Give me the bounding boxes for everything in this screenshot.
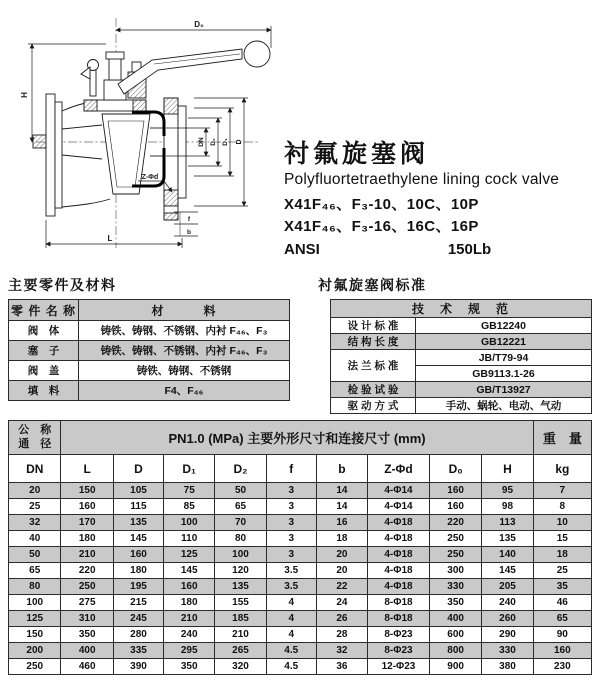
table-row [9,515,592,531]
table-row [9,547,592,563]
d1-dim-label: D₁ [222,138,229,146]
dimension-cell: 195 [113,579,163,595]
dimension-cell: 210 [61,547,113,563]
table-row [331,350,592,366]
right-flange [150,98,186,220]
materials-header-row [9,300,290,321]
dimension-cell: 135 [215,579,266,595]
dimension-cell: 135 [482,531,533,547]
table-row [331,318,592,334]
dimension-cell: 4 [266,611,316,627]
dimension-cell: 160 [164,579,215,595]
d-dim-label: D [236,139,243,145]
dimension-cell: 80 [215,531,266,547]
dimension-cell: 28 [316,627,367,643]
dimension-cell: 215 [113,595,163,611]
standards-table [330,299,592,414]
standards-section [318,275,596,414]
d2-dim-label: D₂ [210,138,217,146]
table-row [9,611,592,627]
part-name-cell: 填 料 [9,381,79,401]
dimension-section [8,420,592,675]
weight-header: 重 量 [533,421,591,455]
column-header-cell: D [113,455,163,483]
standard-label-cell: 法 兰 标 准 [331,350,416,382]
dimension-cell: 250 [9,659,61,675]
plug [102,114,150,194]
dimension-cell: 230 [533,659,591,675]
standard-value-cell: GB12240 [416,318,592,334]
dimension-cell: 160 [533,643,591,659]
column-header-cell: f [266,455,316,483]
dimension-cell: 145 [482,563,533,579]
dimension-cell: 250 [429,531,481,547]
dimension-cell: 4-Φ18 [368,547,430,563]
column-header-cell: DN [9,455,61,483]
ansi-line [284,239,596,262]
dimension-cell: 150 [61,483,113,499]
standards-section-title: 衬氟旋塞阀标准 [318,277,427,293]
dimension-cell: 160 [429,499,481,515]
dimension-cell: 105 [113,483,163,499]
table-row [9,643,592,659]
dimension-cell: 4.5 [266,659,316,675]
dimension-cell: 25 [9,499,61,515]
dimension-cell: 3.5 [266,563,316,579]
dimension-cell: 350 [164,659,215,675]
dimension-cell: 90 [533,627,591,643]
dimension-cell: 180 [164,595,215,611]
dimension-cell: 8 [533,499,591,515]
dimension-cell: 4-Φ18 [368,579,430,595]
table-row [9,531,592,547]
dimension-cell: 310 [61,611,113,627]
dimension-cell: 18 [533,547,591,563]
dimension-cell: 600 [429,627,481,643]
dimension-cell: 160 [429,483,481,499]
dimension-cell: 200 [9,643,61,659]
bonnet-bolt [81,60,99,97]
dimension-cell: 335 [113,643,163,659]
material-cell: 铸铁、铸钢、不锈钢、内衬 F₄₆、F₃ [79,341,290,361]
dimension-cell: 35 [533,579,591,595]
dimension-cell: 320 [215,659,266,675]
dimension-cell: 12-Φ23 [368,659,430,675]
dimension-table [8,420,592,675]
ansi-class: 150Lb [447,240,492,258]
dimension-cell: 220 [429,515,481,531]
column-header-cell: H [482,455,533,483]
dimension-cell: 8-Φ23 [368,643,430,659]
technical-spec-header: 技 术 规 范 [331,300,592,318]
dimension-cell: 26 [316,611,367,627]
dimension-cell: 290 [482,627,533,643]
dimension-cell: 80 [9,579,61,595]
left-flange [33,94,62,216]
dimension-cell: 160 [113,547,163,563]
dimension-cell: 3 [266,515,316,531]
dimension-cell: 4 [266,627,316,643]
dimension-cell: 260 [482,611,533,627]
dimension-cell: 180 [61,531,113,547]
dimension-cell: 4-Φ18 [368,563,430,579]
dimension-cell: 40 [9,531,61,547]
ansi-label: ANSI [284,240,320,258]
dimension-cell: 245 [113,611,163,627]
part-name-cell: 塞 子 [9,341,79,361]
table-row [9,483,592,499]
z-phi-d-label: Z-Φd [141,174,159,181]
dimension-cell: 150 [9,627,61,643]
dimension-cell: 100 [164,515,215,531]
table-row [9,381,290,401]
column-header-cell: D₁ [164,455,215,483]
dimension-cell: 4-Φ18 [368,515,430,531]
dimension-cell: 50 [215,483,266,499]
dimension-cell: 350 [61,627,113,643]
valve-cross-section-svg [6,8,288,258]
dimension-cell: 250 [61,579,113,595]
dimension-cell: 3.5 [266,579,316,595]
product-title-cn: 衬氟旋塞阀 [284,140,430,168]
dimension-cell: 400 [61,643,113,659]
dimension-cell: 460 [61,659,113,675]
nominal-diameter-line2: 通 径 [18,437,52,450]
dimension-cell: 24 [316,595,367,611]
dimension-cell: 125 [9,611,61,627]
dimension-cell: 14 [316,499,367,515]
dimension-cell: 4-Φ14 [368,499,430,515]
dimension-cell: 10 [533,515,591,531]
dimension-cell: 210 [164,611,215,627]
standard-value-cell: 手动、蜗轮、电动、气动 [416,398,592,414]
dimension-cell: 3 [266,531,316,547]
table-row [9,361,290,381]
dimension-cell: 65 [533,611,591,627]
standard-value-cell: GB12221 [416,334,592,350]
dimension-cell: 400 [429,611,481,627]
table-row [9,563,592,579]
l-dim-label: L [107,234,113,243]
table-row [9,321,290,341]
dimension-cell: 46 [533,595,591,611]
standard-label-cell: 设 计 标 准 [331,318,416,334]
standard-label-cell: 结 构 长 度 [331,334,416,350]
column-header-cell: Z-Φd [368,455,430,483]
table-row [9,659,592,675]
column-header-cell: D₀ [429,455,481,483]
f-dim-label: f [187,216,191,223]
dimension-cell: 110 [164,531,215,547]
dimension-cell: 36 [316,659,367,675]
column-header-cell: D₂ [215,455,266,483]
product-title-en: Polyfluortetraethylene lining cock valve [284,170,560,188]
dimension-span-header-row [9,421,592,455]
dimension-cell: 330 [482,643,533,659]
title-block [284,141,596,261]
dimension-cell: 70 [215,515,266,531]
dimension-cell: 95 [482,483,533,499]
dimension-cell: 16 [316,515,367,531]
dimension-cell: 800 [429,643,481,659]
dimension-cell: 4-Φ18 [368,531,430,547]
dimension-cell: 20 [316,547,367,563]
table-row [9,579,592,595]
model-line-1: X41F₄₆、F₃-10、10C、10P [284,195,479,213]
dimension-cell: 900 [429,659,481,675]
dimension-cell: 135 [113,515,163,531]
dimension-cell: 22 [316,579,367,595]
dimension-cell: 65 [215,499,266,515]
dimension-cell: 32 [9,515,61,531]
dimension-cell: 120 [215,563,266,579]
dimension-cell: 85 [164,499,215,515]
dimension-cell: 8-Φ18 [368,611,430,627]
dimension-cell: 15 [533,531,591,547]
dimension-cell: 350 [429,595,481,611]
dimension-cell: 100 [9,595,61,611]
dimension-cell: 140 [482,547,533,563]
standard-value-cell: JB/T79-94 [416,350,592,366]
standard-label-cell: 驱 动 方 式 [331,398,416,414]
nominal-diameter-header [9,421,61,455]
dimension-cell: 240 [164,627,215,643]
dimension-cell: 20 [9,483,61,499]
dimension-cell: 20 [316,563,367,579]
table-row [331,334,592,350]
dimension-cell: 250 [429,547,481,563]
dimension-cell: 280 [113,627,163,643]
table-row [331,382,592,398]
dimension-cell: 145 [164,563,215,579]
column-header-cell: kg [533,455,591,483]
dimension-cell: 7 [533,483,591,499]
model-line-2: X41F₄₆、F₃-16、16C、16P [284,218,479,235]
material-cell: 铸铁、铸钢、不锈钢、内衬 F₄₆、F₃ [79,321,290,341]
standards-header-row [331,300,592,318]
part-name-cell: 阀 体 [9,321,79,341]
h-dim-label: H [20,92,29,98]
dimension-columns-row [9,455,592,483]
table-row [9,341,290,361]
dimension-cell: 330 [429,579,481,595]
dimension-cell: 18 [316,531,367,547]
dimension-cell: 14 [316,483,367,499]
dimension-cell: 113 [482,515,533,531]
dimension-cell: 4-Φ14 [368,483,430,499]
dimension-cell: 240 [482,595,533,611]
dimension-cell: 265 [215,643,266,659]
dimension-cell: 295 [164,643,215,659]
dimension-cell: 210 [215,627,266,643]
dimension-cell: 115 [113,499,163,515]
material-cell: F4、F₄₆ [79,381,290,401]
dimension-cell: 125 [164,547,215,563]
dimension-cell: 65 [9,563,61,579]
materials-table [8,299,290,401]
table-row [331,398,592,414]
standard-label-cell: 检 验 试 验 [331,382,416,398]
dimension-cell: 4 [266,595,316,611]
material-header: 材 料 [79,300,290,321]
dimension-cell: 8-Φ18 [368,595,430,611]
dimension-cell: 8-Φ23 [368,627,430,643]
dimension-cell: 275 [61,595,113,611]
dimension-cell: 98 [482,499,533,515]
part-name-header: 零 件 名 称 [9,300,79,321]
b-dim-label: b [187,229,191,236]
pn-span-header: PN1.0 (MPa) 主要外形尺寸和连接尺寸 (mm) [61,421,533,455]
dimension-cell: 390 [113,659,163,675]
dimension-cell: 75 [164,483,215,499]
dimension-cell: 300 [429,563,481,579]
dimension-cell: 185 [215,611,266,627]
dimension-cell: 205 [482,579,533,595]
dimension-cell: 170 [61,515,113,531]
table-row [9,499,592,515]
valve-drawing [6,8,288,258]
materials-section-title: 主要零件及材料 [8,277,117,293]
dimension-cell: 3 [266,547,316,563]
material-cell: 铸铁、铸钢、不锈钢 [79,361,290,381]
dimension-cell: 155 [215,595,266,611]
dimension-cell: 145 [113,531,163,547]
dimension-cell: 3 [266,483,316,499]
dimension-cell: 220 [61,563,113,579]
table-row [9,595,592,611]
standard-value-cell: GB/T13927 [416,382,592,398]
dimension-cell: 50 [9,547,61,563]
dn-dim-label: DN [198,137,205,147]
column-header-cell: L [61,455,113,483]
d0-dim-label: D₀ [194,20,204,29]
dimension-cell: 4.5 [266,643,316,659]
dimension-cell: 3 [266,499,316,515]
standard-value-cell: GB9113.1-26 [416,366,592,382]
column-header-cell: b [316,455,367,483]
materials-section [8,275,290,401]
dimension-cell: 180 [113,563,163,579]
dimension-cell: 100 [215,547,266,563]
table-row [9,627,592,643]
dimension-cell: 32 [316,643,367,659]
nominal-diameter-line1: 公 称 [18,423,52,436]
dimension-cell: 160 [61,499,113,515]
ball-knob [244,41,270,67]
dimension-cell: 25 [533,563,591,579]
part-name-cell: 阀 盖 [9,361,79,381]
dimension-cell: 380 [482,659,533,675]
